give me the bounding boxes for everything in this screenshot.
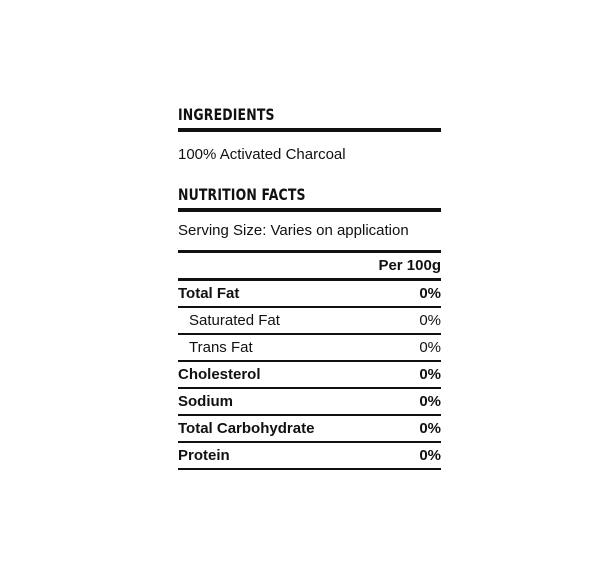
- row-value: 0%: [419, 285, 441, 302]
- serving-size-text: Serving Size: Varies on application: [178, 222, 409, 239]
- nutrition-facts-heading: NUTRITION FACTS: [178, 185, 306, 204]
- row-label: Total Fat: [178, 285, 240, 302]
- row-label: Cholesterol: [178, 366, 261, 383]
- column-header-per-100g: Per 100g: [378, 257, 441, 274]
- row-label: Saturated Fat: [189, 312, 280, 329]
- row-label: Trans Fat: [189, 339, 253, 356]
- table-row-total-carbohydrate: [178, 416, 441, 443]
- nutrition-facts-section: [178, 184, 441, 470]
- table-header-row: [178, 253, 441, 281]
- table-row-sodium: [178, 389, 441, 416]
- nutrition-facts-divider: [178, 208, 441, 212]
- ingredients-text: 100% Activated Charcoal: [178, 146, 346, 163]
- row-value: 0%: [419, 420, 441, 437]
- row-value: 0%: [419, 339, 441, 356]
- table-row-saturated-fat: [178, 308, 441, 335]
- nutrition-table: [178, 253, 441, 470]
- table-row-total-fat: [178, 281, 441, 308]
- row-value: 0%: [419, 366, 441, 383]
- row-value: 0%: [419, 447, 441, 464]
- table-row-protein: [178, 443, 441, 470]
- ingredients-divider: [178, 128, 441, 132]
- product-info-panel: [178, 104, 441, 470]
- row-value: 0%: [419, 393, 441, 410]
- table-row-cholesterol: [178, 362, 441, 389]
- row-label: Sodium: [178, 393, 233, 410]
- row-value: 0%: [419, 312, 441, 329]
- ingredients-heading: INGREDIENTS: [178, 105, 275, 124]
- table-row-trans-fat: [178, 335, 441, 362]
- row-label: Total Carbohydrate: [178, 420, 315, 437]
- row-label: Protein: [178, 447, 230, 464]
